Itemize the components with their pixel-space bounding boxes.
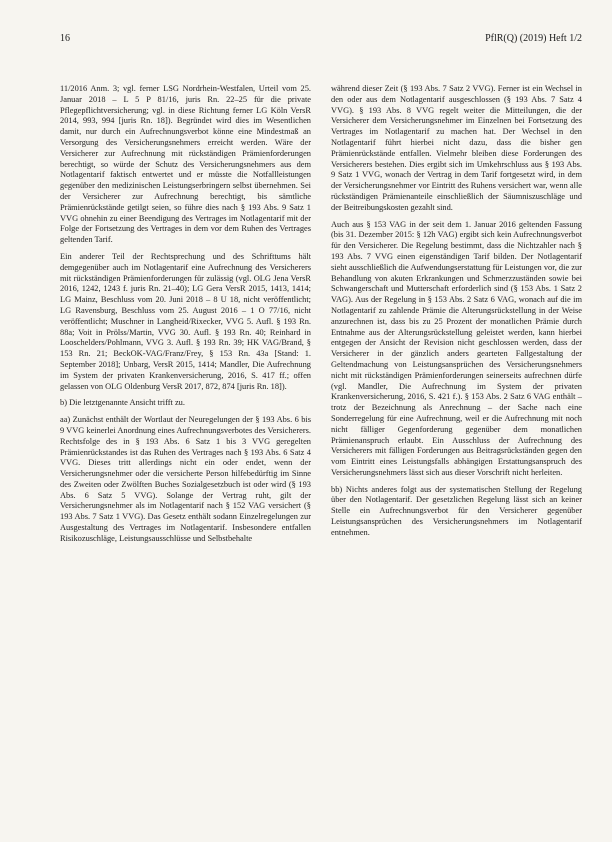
text-columns xyxy=(60,84,582,832)
right-column xyxy=(331,84,582,832)
paragraph: während dieser Zeit (§ 193 Abs. 7 Satz 2 VVG). Ferner ist ein Wechsel in den oder aus dem Notlagentarif ausgeschlossen (§ 193 Abs. 7 Satz 4 VVG). § 193 Abs. 8 VVG regelt weiter die Mitteilungen, die der Versicherer dem Versicherungsnehmer im Einzelnen bei Fortsetzung des Vertrages im Notlagentarif zu machen hat. Der Wechsel in den Notlagentarif führt hierbei nicht dazu, dass die bisher gen Prämienrückstände entfallen. Vielmehr bleiben diese Forderungen des Versicherers bestehen. Dies ergibt sich im Umkehrschluss aus § 193 Abs. 9 Satz 1 VVG, wonach der Vertrag in dem Tarif fortgesetzt wird, in dem der Versicherungsnehmer vor Eintritt des Ruhens versichert war, wenn alle rückständigen Prämienanteile einschließlich der Säumniszuschläge und der Beitreibungskosten gezahlt sind. xyxy=(331,84,582,212)
paragraph: aa) Zunächst enthält der Wortlaut der Neuregelungen der § 193 Abs. 6 bis 9 VVG keinerlei Anordnung eines Aufrechnungsverbotes des Versicherers. Rechtsfolge des in § 193 Abs. 6 Satz 1 bis 3 VVG geregelten Prämienrückstandes ist das Ruhen des Vertrages nach § 193 Abs. 6 Satz 4 VVG. Dieses tritt allerdings nicht ein oder endet, wenn der Versicherungsnehmer oder die versicherte Person hilfebedürftig im Sinne des Zweiten oder Zwölften Buches Sozialgesetzbuch ist oder wird (§ 193 Abs. 6 Satz 5 VVG). Solange der Vertrag ruht, gilt der Versicherungsnehmer als im Notlagentarif nach § 152 VAG versichert (§ 193 Abs. 7 Satz 1 VVG). Das Gesetz enthält sodann Einzelregelungen zur Ausgestaltung des Vertrages im Notlagentarif. Insbesondere entfallen Risikozuschläge, Leistungsausschlüsse und Selbstbehalte xyxy=(60,415,311,543)
paragraph: bb) Nichts anderes folgt aus der systematischen Stellung der Regelung über den Notlagentarif. Der gesetzlichen Regelung lässt sich an keiner Stelle ein Aufrechnungsverbot für den Versicherer gegenüber Leistungsansprüchen des Versicherungsnehmers im Notlagentarif entnehmen. xyxy=(331,484,582,537)
page-number: 16 xyxy=(60,33,70,44)
paragraph: b) Die letztgenannte Ansicht trifft zu. xyxy=(60,398,185,408)
paragraph: Auch aus § 153 VAG in der seit dem 1. Januar 2016 geltenden Fassung (bis 31. Dezember 2015: § 12h VAG) ergibt sich kein Aufrechnungsverbot für den Versicherer. Die Regelung bestimmt, dass die Nichtzahler nach § 193 Abs. 7 VVG einen eigenständigen Tarif bilden. Der Notlagentarif sieht ausschließlich die Aufwendungserstattung für Leistungen vor, die zur Behandlung von akuten Erkrankungen und Schmerzzuständen sowie bei Schwangerschaft und Mutterschaft erforderlich sind (§ 153 Abs. 1 Satz 2 VAG). Aus der Regelung in § 153 Abs. 2 Satz 6 VAG, wonach auf die im Notlagentarif zu zahlende Prämie die Alterungsrückstellung in der Weise anzurechnen ist, dass bis zu 25 Prozent der monatlichen Prämie durch Entnahme aus der Alterungsrückstellung geleistet werden, kann hierbei entgegen der Ansicht der Revision nicht geschlossen werden, dass der Versicherer in der gänzlich anders gearteten Fallgestaltung der Geltendmachung von Leistungsansprüchen des Versicherungsnehmers nicht mit rückständigen Prämienforderungen seinerseits aufrechnen dürfe (vgl. Mandler, Die Aufrechnung im System der privaten Krankenversicherung, 2016, S. 421 f.). § 153 Abs. 2 Satz 6 VAG enthält – trotz der Bezeichnung als Anrechnung – der Sache nach eine Sonderregelung für eine Aufrechnung, weil er die Aufrechnung mit noch nicht fälliger Gegenforderung gegenüber dem monatlichen Prämienanspruch erlaubt. Ein Ausschluss der Aufrechnung des Versicherers mit fälligen Forderungen aus Beitragsrückständen gegen den vom Eintritt eines Leistungsfalls abhängigen Erstattungsanspruch des Versicherungsnehmers lässt sich aus dieser Vorschrift nicht herleiten. xyxy=(331,219,582,477)
left-column xyxy=(60,84,311,832)
paragraph: 11/2016 Anm. 3; vgl. ferner LSG Nordrhein-Westfalen, Urteil vom 25. Januar 2018 – L 5 P 81/16, juris Rn. 22–25 für die private Pflegepflichtversicherung; vgl. in diese Richtung ferner LG Köln VersR 2014, 993, 994 [juris Rn. 18]). Begründet wird dies im Wesentlichen damit, nur durch ein Aufrechnungsverbot könne eine Mindestmaß an Versorgung des Versicherungsnehmers erreicht werden. Wäre der Versicherer zur Aufrechnung mit rückständigen Prämienforderungen berechtigt, so würde der Schutz des Versicherungsnehmers aus dem Notlagentarif faktisch entwertet und er müsste die Notfallleistungen gegenüber den medizinischen Leistungserbringern selbst übernehmen. Sei der Versicherer zur Aufrechnung berechtigt, bis sämtliche Prämienrückstände getilgt seien, so führe dies nach § 193 Abs. 9 Satz 1 VVG ohnehin zu einer Beendigung des Vertrages im Notlagentarif mit der Folge der Fortsetzung des Vertrages in dem vor dem Ruhen des Vertrages geltenden Tarif. xyxy=(60,84,311,245)
paragraph: Ein anderer Teil der Rechtsprechung und des Schrifttums hält demgegenüber auch im Notlagentarif eine Aufrechnung des Versicherers mit rückständigen Prämienforderungen für zulässig (vgl. OLG Jena VersR 2016, 1242, 1243 f. juris Rn. 21–40); LG Gera VersR 2015, 1413, 1414; LG Mainz, Beschluss vom 20. Juni 2018 – 8 U 18, nicht veröffentlicht; LG Ravensburg, Beschluss vom 25. August 2016 – 1 O 77/16, nicht veröffentlicht; Muschner in Langheid/Rixecker, VVG 5. Aufl. § 193 Rn. 88a; Voit in Prölss/Martin, VVG 30. Aufl. § 193 Rn. 40; Reinhard in Looschelders/Pohlmann, VVG 3. Aufl. § 193 Rn. 39; HK VAG/Brand, § 153 Rn. 21; BeckOK-VAG/Franz/Frey, § 153 Rn. 43a [Stand: 1. September 2018]; Unbarg, VersR 2015, 1414; Mandler, Die Aufrechnung im System der privaten Krankenversicherung, 2016, S. 417 ff.; offen gelassen von OLG Oldenburg VersR 2017, 872, 874 [juris Rn. 18]). xyxy=(60,251,311,391)
page-header xyxy=(60,33,582,47)
journal-citation: PflR(Q) (2019) Heft 1/2 xyxy=(485,33,582,44)
